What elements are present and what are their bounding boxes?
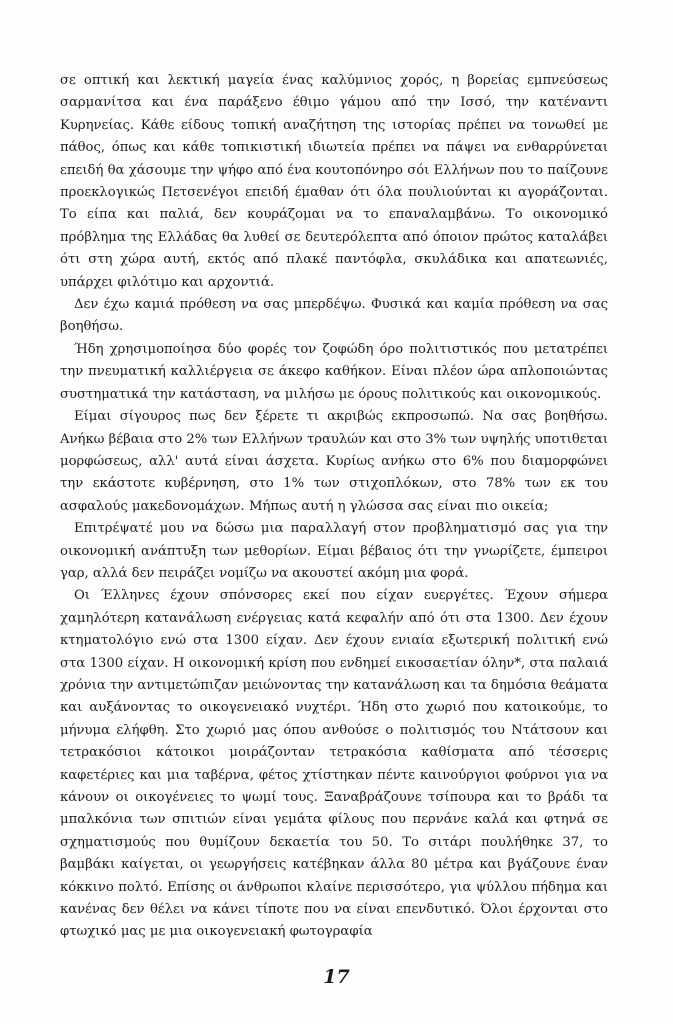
- body-text: [60, 70, 608, 944]
- page-number: 17: [323, 966, 350, 988]
- paragraph-1: σε οπτική και λεκτική μαγεία ένας καλύμνιος χορός, η βορείας εμπνεύσεως σαρμανίτσα και ένα παράξενο έθιμο γάμου από την Ισσό, την κατέναντι Κυρηνείας. Κάθε είδους τοπική αναζήτηση της ιστορίας πρέπει να τονωθεί με πάθος, όπως και κάθε τοπικιστική ιδιωτεία πρέπει να πάψει να ενθαρρύνεται επειδή θα χάσουμε την ψήφο από ένα κουτοπόνηρο σόι Ελλήνων που το παίζουνε προεκλογικώς Πετσενέγοι επειδή έμαθαν ότι όλα πουλιούνται κι αγοράζονται. Το είπα και παλιά, δεν κουράζομαι να το επαναλαμβάνω. Το οικονομικό πρόβλημα της Ελλάδας θα λυθεί σε δευτερόλεπτα από όποιον πρώτος καταλάβει ότι στη χώρα αυτή, εκτός από πλακέ παντόφλα, σκυλάδικα και απατεωνιές, υπάρχει φιλότιμο και αρχοντιά.: [60, 73, 608, 290]
- paragraph-2: Δεν έχω καμιά πρόθεση να σας μπερδέψω. Φυσικά και καμία πρόθεση να σας βοηθήσω.: [60, 297, 608, 335]
- paragraph-4: Είμαι σίγουρος πως δεν ξέρετε τι ακριβώς εκπροσωπώ. Να σας βοηθήσω. Ανήκω βέβαια στο 2% των Ελλήνων τραυλών και στο 3% των υψηλής υποτιθεται μορφώσεως, αλλ' αυτά είναι άσχετα. Κυρίως ανήκω στο 6% που διαμορφώνει την εκάστοτε κυβέρνηση, στο 1% των στιχοπλόκων, στο 78% των εκ του ασφαλούς μακεδονομάχων. Μήπως αυτή η γλώσσα σας είναι πιο οικεία;: [60, 409, 608, 514]
- paragraph-5: Επιτρέψατέ μου να δώσω μια παραλλαγή στον προβληματισμό σας για την οικονομική ανάπτυξη των μεθορίων. Είμαι βέβαιος ότι την γνωρίζετε, έμπειροι γαρ, αλλά δεν πειράζει νομίζω να ακουστεί ακόμη μια φορά.: [60, 521, 608, 581]
- paragraph-6: Οι Έλληνες έχουν σπόνσορες εκεί που είχαν ευεργέτες. Έχουν σήμερα χαμηλότερη κατανάλωση ενέργειας κατά κεφαλήν από ότι στα 1300. Δεν έχουν κτηματολόγιο ενώ στα 1300 είχαν. Δεν έχουν ενιαία εξωτερική πολιτική ενώ στα 1300 είχαν. Η οικονομική κρίση που ενδημεί εικοσαετίαν όλην*, στα παλαιά χρόνια την αντιμετώπιζαν μειώνοντας την κατανάλωση και τα δημόσια θεάματα και αυξάνοντας το οικογενειακό νυχτέρι. Ήδη στο χωριό που κατοικούμε, το μήνυμα ελήφθη. Στο χωριό μας όπου ανθούσε ο πολιτισμός του Ντάτσουν και τετρακόσιοι κάτοικοι μοιράζονταν τετρακόσια καθίσματα από τέσσερις καφετέριες και μια ταβέρνα, φέτος χτίστηκαν πέντε καινούργιοι φούρνοι για να κάνουν οι οικογένειες το ψωμί τους. Ξαναβράζουνε τσίπουρα και το βράδι τα μπαλκόνια των σπιτιών είναι γεμάτα φίλους που περνάνε καλά και φτηνά σε σχηματισμούς που θυμίζουν δεκαετία του 50. Το σιτάρι πουλήθηκε 37, το βαμβάκι καίγεται, οι γεωργήσεις κατέβηκαν άλλα 80 μέτρα και βγάζουνε έναν κόκκινο πολτό. Επίσης οι άνθρωποι κλαίνε περισσότερο, για ψύλλου πήδημα και κανένας δεν θέλει να κάνει τίποτε που να είναι επενδυτικό. Όλοι έρχονται στο φτωχικό μας με μια οικογενειακή φωτογραφία: [60, 588, 608, 940]
- paragraph-3: Ήδη χρησιμοποίησα δύο φορές τον ζοφώδη όρο πολιτιστικός που μετατρέπει την πνευματική καλλιέργεια σε άκεφο καθήκον. Είναι πλέον ώρα απλοποιώντας συστηματικά την κατάσταση, να μιλήσω με όρους πολιτικούς και οικονομικούς.: [60, 341, 608, 402]
